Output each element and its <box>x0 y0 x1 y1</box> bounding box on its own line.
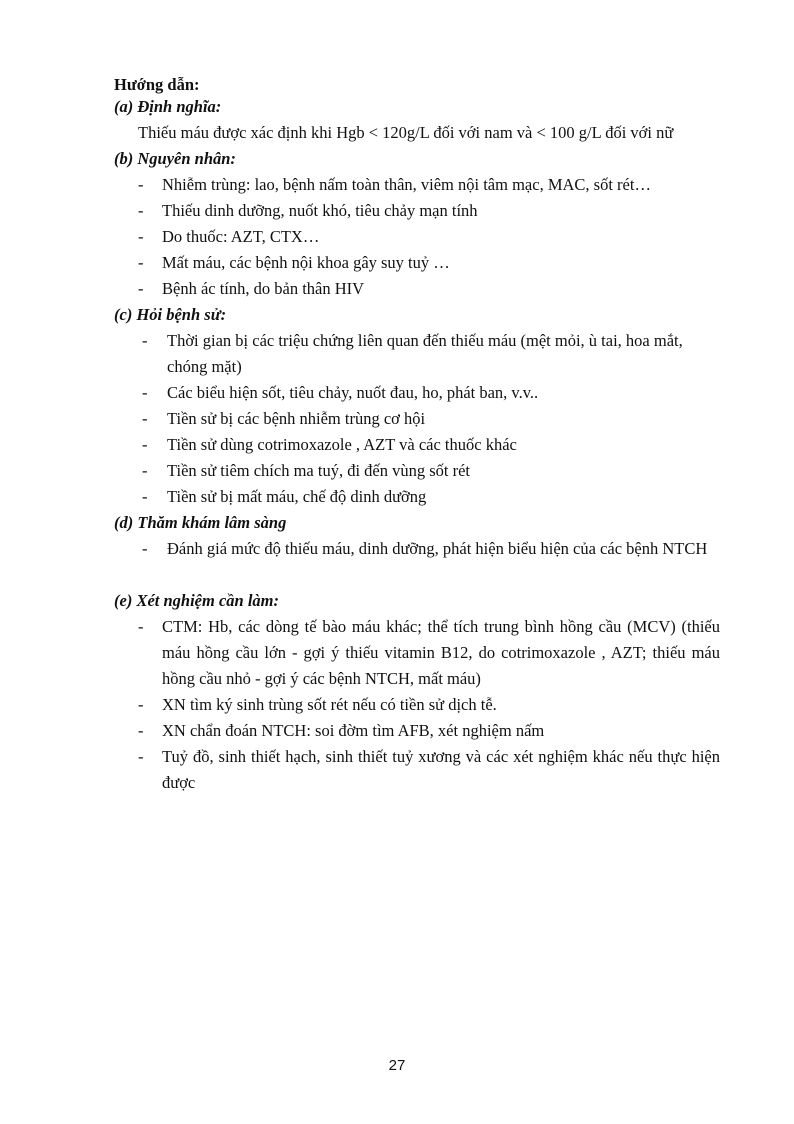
bullet-dash: - <box>142 331 148 350</box>
list-item-text: Tuỷ đồ, sinh thiết hạch, sinh thiết tuỷ xương và các xét nghiệm khác nếu thực hiện được <box>162 747 720 792</box>
list-item-text: CTM: Hb, các dòng tế bào máu khác; thể tích trung bình hồng cầu (MCV) (thiếu máu hồng cầu lớn - gợi ý thiếu vitamin B12, do cotrimoxazole , AZT; thiếu máu hồng cầu nhỏ - gợi ý các bệnh NTCH, mất máu) <box>162 617 720 688</box>
list-item-text: Tiền sử tiêm chích ma tuý, đi đến vùng sốt rét <box>167 461 471 480</box>
list-item-text: Nhiễm trùng: lao, bệnh nấm toàn thân, viêm nội tâm mạc, MAC, sốt rét… <box>162 175 651 194</box>
list-item-text: Tiền sử dùng cotrimoxazole , AZT và các thuốc khác <box>167 435 517 454</box>
bullet-dash: - <box>138 747 144 766</box>
list-item <box>138 614 720 692</box>
bullet-dash: - <box>142 383 148 402</box>
list-item <box>142 406 722 432</box>
bullet-dash: - <box>138 695 144 714</box>
list-item-text: XN tìm ký sinh trùng sốt rét nếu có tiền sử dịch tễ. <box>162 695 497 714</box>
section-a-heading: (a) Định nghĩa: <box>114 97 222 116</box>
bullet-dash: - <box>142 409 148 428</box>
bullet-dash: - <box>138 279 144 298</box>
list-item <box>142 458 722 484</box>
bullet-dash: - <box>138 253 144 272</box>
list-item-text: Các biểu hiện sốt, tiêu chảy, nuốt đau, ho, phát ban, v.v.. <box>167 383 539 402</box>
definition-text: Thiếu máu được xác định khi Hgb < 120g/L đối với nam và < 100 g/L đối với nữ <box>138 123 674 142</box>
section-d-heading: (d) Thăm khám lâm sàng <box>114 513 287 532</box>
list-item <box>138 276 728 302</box>
guide-title: Hướng dẫn: <box>114 75 200 94</box>
list-item <box>138 224 728 250</box>
page-number: 27 <box>388 1057 406 1074</box>
bullet-dash: - <box>142 539 148 558</box>
list-item <box>142 484 722 510</box>
list-item <box>142 536 720 588</box>
list-item <box>138 198 728 224</box>
list-item-text: Tiền sử bị các bệnh nhiễm trùng cơ hội <box>167 409 426 428</box>
section-b-heading: (b) Nguyên nhân: <box>114 149 236 168</box>
bullet-dash: - <box>142 487 148 506</box>
list-item <box>142 380 722 406</box>
list-item-text: Đánh giá mức độ thiếu máu, dinh dưỡng, phát hiện biểu hiện của các bệnh NTCH <box>167 539 708 558</box>
section-e-heading: (e) Xét nghiệm cần làm: <box>114 591 279 610</box>
bullet-dash: - <box>142 435 148 454</box>
list-item-text: Bệnh ác tính, do bản thân HIV <box>162 279 365 298</box>
list-item-text: Do thuốc: AZT, CTX… <box>162 227 320 246</box>
list-item <box>138 172 728 198</box>
list-item-text: Mất máu, các bệnh nội khoa gây suy tuỷ … <box>162 253 450 272</box>
bullet-dash: - <box>138 721 144 740</box>
section-c-heading: (c) Hỏi bệnh sử: <box>114 305 227 324</box>
list-item-text: Thời gian bị các triệu chứng liên quan đến thiếu máu (mệt mỏi, ù tai, hoa mắt, chóng mặt) <box>167 331 683 376</box>
list-item <box>142 432 722 458</box>
list-item-text: Tiền sử bị mất máu, chế độ dinh dưỡng <box>167 487 427 506</box>
list-item <box>138 718 720 744</box>
bullet-dash: - <box>138 617 144 636</box>
list-item <box>138 250 728 276</box>
bullet-dash: - <box>142 461 148 480</box>
bullet-dash: - <box>138 201 144 220</box>
list-item-text: XN chẩn đoán NTCH: soi đờm tìm AFB, xét nghiệm nấm <box>162 721 545 740</box>
list-item-text: Thiếu dinh dưỡng, nuốt khó, tiêu chảy mạn tính <box>162 201 478 220</box>
bullet-dash: - <box>138 227 144 246</box>
list-item <box>138 692 720 718</box>
list-item <box>142 328 722 380</box>
bullet-dash: - <box>138 175 144 194</box>
list-item <box>138 744 720 796</box>
